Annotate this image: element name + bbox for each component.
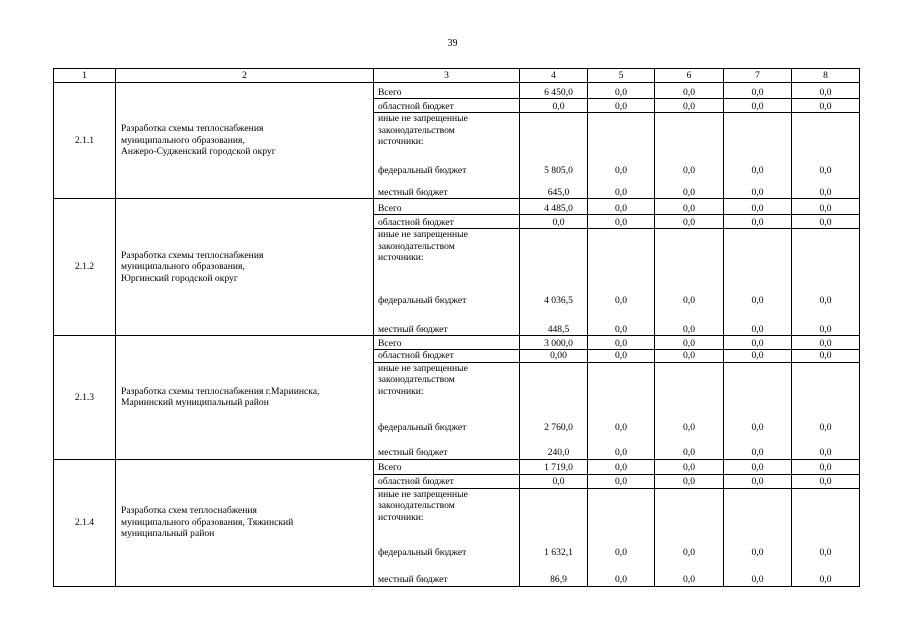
value-cell: 0,0 — [588, 215, 655, 229]
value-cell: 0,0 — [792, 279, 860, 307]
value-cell: 0,0 — [588, 279, 655, 307]
funding-source-cell: местный бюджет — [374, 558, 520, 586]
value-cell: 0,0 — [655, 199, 724, 215]
section-name-line: муниципального образования, Тяжинский — [121, 516, 294, 528]
value-cell: 0,0 — [588, 336, 655, 350]
section-name-cell — [116, 199, 374, 336]
value-cell — [655, 113, 724, 155]
section-row — [54, 336, 860, 350]
value-cell: 0,0 — [588, 558, 655, 586]
value-cell — [792, 113, 860, 155]
section-name-line: муниципальный район — [121, 528, 215, 540]
value-cell — [792, 488, 860, 528]
funding-source-line: источники: — [378, 385, 424, 397]
value-cell: 0,0 — [724, 199, 792, 215]
value-cell: 0,0 — [724, 99, 792, 113]
header-cell: 5 — [588, 69, 655, 83]
header-cell: 6 — [655, 69, 724, 83]
funding-source-line: источники: — [378, 511, 424, 523]
section-name-line: Юргинский городской округ — [121, 272, 238, 284]
value-cell: 0,0 — [655, 307, 724, 336]
value-cell — [588, 229, 655, 279]
value-cell: 0,0 — [724, 474, 792, 488]
value-cell: 0,0 — [792, 558, 860, 586]
value-cell: 0,0 — [724, 155, 792, 177]
section-name-cell — [116, 459, 374, 586]
section-row — [54, 459, 860, 474]
value-cell — [792, 229, 860, 279]
value-cell: 0,0 — [792, 83, 860, 99]
value-cell: 0,0 — [724, 83, 792, 99]
funding-source-line: иные не запрещенные — [378, 229, 468, 240]
funding-source-cell: областной бюджет — [374, 474, 520, 488]
value-cell — [520, 113, 588, 155]
funding-source-cell — [374, 488, 520, 528]
value-cell: 5 805,0 — [520, 155, 588, 177]
value-cell: 0,0 — [792, 474, 860, 488]
funding-source-cell: Всего — [374, 459, 520, 474]
value-cell: 0,0 — [655, 558, 724, 586]
value-cell — [724, 113, 792, 155]
funding-source-cell: областной бюджет — [374, 215, 520, 229]
value-cell: 0,0 — [792, 177, 860, 199]
value-cell — [520, 362, 588, 406]
funding-source-cell: федеральный бюджет — [374, 279, 520, 307]
value-cell — [724, 362, 792, 406]
section-name-line: Разработка схем теплоснабжения — [121, 505, 257, 517]
header-cell: 4 — [520, 69, 588, 83]
value-cell: 0,0 — [655, 279, 724, 307]
value-cell: 448,5 — [520, 307, 588, 336]
value-cell: 0,0 — [724, 279, 792, 307]
section-name-line: Анжеро-Судженский городской округ — [121, 146, 276, 158]
value-cell: 0,0 — [792, 433, 860, 459]
value-cell: 0,0 — [792, 336, 860, 350]
section-name-line: Мариинский муниципальный район — [121, 397, 269, 409]
value-cell: 0,0 — [520, 99, 588, 113]
funding-source-cell: федеральный бюджет — [374, 155, 520, 177]
value-cell: 0,0 — [588, 350, 655, 363]
section-name-line: Разработка схемы теплоснабжения — [121, 249, 264, 261]
value-cell: 0,0 — [588, 433, 655, 459]
value-cell: 0,0 — [588, 155, 655, 177]
section-name-line: муниципального образования, — [121, 261, 245, 273]
value-cell: 0,0 — [588, 474, 655, 488]
header-cell: 2 — [116, 69, 374, 83]
funding-source-line: источники: — [378, 252, 424, 263]
value-cell — [588, 488, 655, 528]
value-cell: 0,0 — [724, 459, 792, 474]
funding-table — [53, 68, 860, 587]
funding-source-cell — [374, 113, 520, 155]
value-cell: 0,0 — [655, 99, 724, 113]
value-cell: 0,0 — [588, 459, 655, 474]
value-cell: 0,0 — [792, 350, 860, 363]
value-cell: 0,0 — [724, 336, 792, 350]
funding-source-line: законодательством — [378, 374, 455, 385]
value-cell: 0,0 — [655, 350, 724, 363]
funding-source-line: иные не запрещенные — [378, 488, 468, 500]
value-cell: 0,0 — [792, 215, 860, 229]
value-cell: 0,0 — [792, 155, 860, 177]
value-cell: 1 632,1 — [520, 528, 588, 558]
value-cell: 0,0 — [724, 350, 792, 363]
header-cell: 7 — [724, 69, 792, 83]
page-number: 39 — [447, 38, 458, 49]
header-cell: 1 — [54, 69, 116, 83]
value-cell: 0,0 — [792, 307, 860, 336]
value-cell: 0,0 — [724, 215, 792, 229]
value-cell: 0,0 — [588, 528, 655, 558]
funding-source-cell: местный бюджет — [374, 433, 520, 459]
value-cell: 0,0 — [588, 177, 655, 199]
value-cell — [520, 488, 588, 528]
value-cell: 0,0 — [655, 528, 724, 558]
value-cell — [724, 488, 792, 528]
value-cell: 0,0 — [724, 558, 792, 586]
value-cell: 86,9 — [520, 558, 588, 586]
funding-source-line: источники: — [378, 136, 424, 147]
section-name-line: Разработка схемы теплоснабжения — [121, 123, 264, 135]
funding-source-line: законодательством — [378, 240, 455, 252]
value-cell: 0,0 — [792, 528, 860, 558]
section-number-cell: 2.1.2 — [54, 199, 116, 336]
section-row — [54, 199, 860, 215]
value-cell — [724, 229, 792, 279]
value-cell: 4 036,5 — [520, 279, 588, 307]
value-cell: 0,0 — [655, 155, 724, 177]
funding-source-cell — [374, 229, 520, 279]
value-cell: 0,0 — [520, 474, 588, 488]
section-name-line: Разработка схемы теплоснабжения г.Мариинска, — [121, 385, 320, 397]
funding-source-cell: Всего — [374, 336, 520, 350]
value-cell: 3 000,0 — [520, 336, 588, 350]
value-cell: 0,0 — [724, 433, 792, 459]
section-name-cell — [116, 336, 374, 460]
value-cell — [520, 229, 588, 279]
header-cell: 3 — [374, 69, 520, 83]
value-cell: 0,0 — [724, 406, 792, 433]
value-cell: 0,0 — [588, 99, 655, 113]
value-cell: 0,0 — [792, 99, 860, 113]
value-cell: 0,0 — [655, 474, 724, 488]
section-name-line: муниципального образования, — [121, 134, 245, 146]
funding-source-cell: Всего — [374, 83, 520, 99]
value-cell — [792, 362, 860, 406]
section-row — [54, 83, 860, 99]
value-cell: 0,0 — [792, 406, 860, 433]
header-cell: 8 — [792, 69, 860, 83]
funding-source-cell — [374, 362, 520, 406]
value-cell: 0,0 — [588, 406, 655, 433]
funding-source-line: иные не запрещенные — [378, 113, 468, 124]
funding-source-cell: местный бюджет — [374, 177, 520, 199]
value-cell: 0,0 — [724, 177, 792, 199]
value-cell: 0,0 — [588, 199, 655, 215]
value-cell: 0,00 — [520, 350, 588, 363]
value-cell — [655, 229, 724, 279]
funding-source-cell: местный бюджет — [374, 307, 520, 336]
funding-source-cell: областной бюджет — [374, 350, 520, 363]
value-cell: 4 485,0 — [520, 199, 588, 215]
funding-source-cell: федеральный бюджет — [374, 528, 520, 558]
section-number-cell: 2.1.3 — [54, 336, 116, 460]
value-cell — [588, 362, 655, 406]
value-cell: 645,0 — [520, 177, 588, 199]
value-cell: 2 760,0 — [520, 406, 588, 433]
funding-source-cell: федеральный бюджет — [374, 406, 520, 433]
header-row — [54, 69, 860, 83]
value-cell: 0,0 — [655, 215, 724, 229]
value-cell: 0,0 — [792, 459, 860, 474]
funding-source-cell: Всего — [374, 199, 520, 215]
value-cell: 0,0 — [655, 177, 724, 199]
value-cell — [588, 113, 655, 155]
funding-source-line: законодательством — [378, 124, 455, 136]
value-cell: 0,0 — [588, 307, 655, 336]
value-cell: 0,0 — [724, 528, 792, 558]
value-cell: 1 719,0 — [520, 459, 588, 474]
value-cell: 0,0 — [655, 459, 724, 474]
section-name-cell — [116, 83, 374, 199]
funding-source-line: законодательством — [378, 500, 455, 511]
value-cell: 6 450,0 — [520, 83, 588, 99]
funding-source-line: иные не запрещенные — [378, 362, 468, 374]
value-cell — [655, 362, 724, 406]
value-cell: 0,0 — [655, 406, 724, 433]
value-cell: 0,0 — [655, 83, 724, 99]
value-cell: 0,0 — [724, 307, 792, 336]
section-number-cell: 2.1.1 — [54, 83, 116, 199]
value-cell: 0,0 — [520, 215, 588, 229]
value-cell: 0,0 — [792, 199, 860, 215]
value-cell: 0,0 — [588, 83, 655, 99]
value-cell: 240,0 — [520, 433, 588, 459]
value-cell: 0,0 — [655, 336, 724, 350]
funding-source-cell: областной бюджет — [374, 99, 520, 113]
value-cell — [655, 488, 724, 528]
section-number-cell: 2.1.4 — [54, 459, 116, 586]
value-cell: 0,0 — [655, 433, 724, 459]
